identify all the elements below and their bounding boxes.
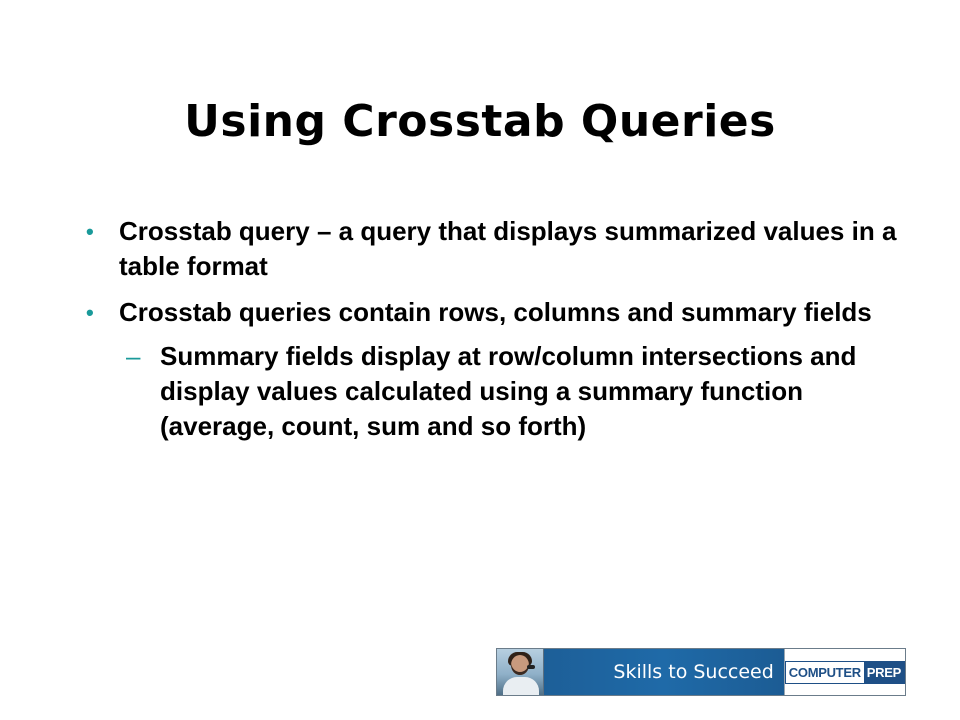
bullet-item <box>84 214 904 284</box>
bullet-text: Crosstab queries contain rows, columns and summary fields <box>119 297 872 327</box>
sub-bullet-marker-icon: – <box>126 341 141 371</box>
logo-tagline: Skills to Succeed <box>544 649 784 695</box>
bullet-marker-icon: • <box>86 219 94 244</box>
brand-part-1: COMPUTER <box>786 662 864 683</box>
brand-part-2: PREP <box>864 662 904 683</box>
bullet-list <box>84 214 904 444</box>
bullet-marker-icon: • <box>86 300 94 325</box>
sub-bullet-text: Summary fields display at row/column intersections and display values calculated using a summary function (average, count, sum and so forth) <box>160 341 857 441</box>
person-headset-icon <box>497 649 544 695</box>
brand-logo <box>784 649 905 695</box>
sub-bullet-item <box>84 339 904 444</box>
brand-wordmark <box>785 661 905 684</box>
footer-logo-banner <box>496 648 906 696</box>
slide-title: Using Crosstab Queries <box>184 96 776 147</box>
bullet-text: Crosstab query – a query that displays summarized values in a table format <box>119 216 897 281</box>
bullet-item <box>84 295 904 330</box>
